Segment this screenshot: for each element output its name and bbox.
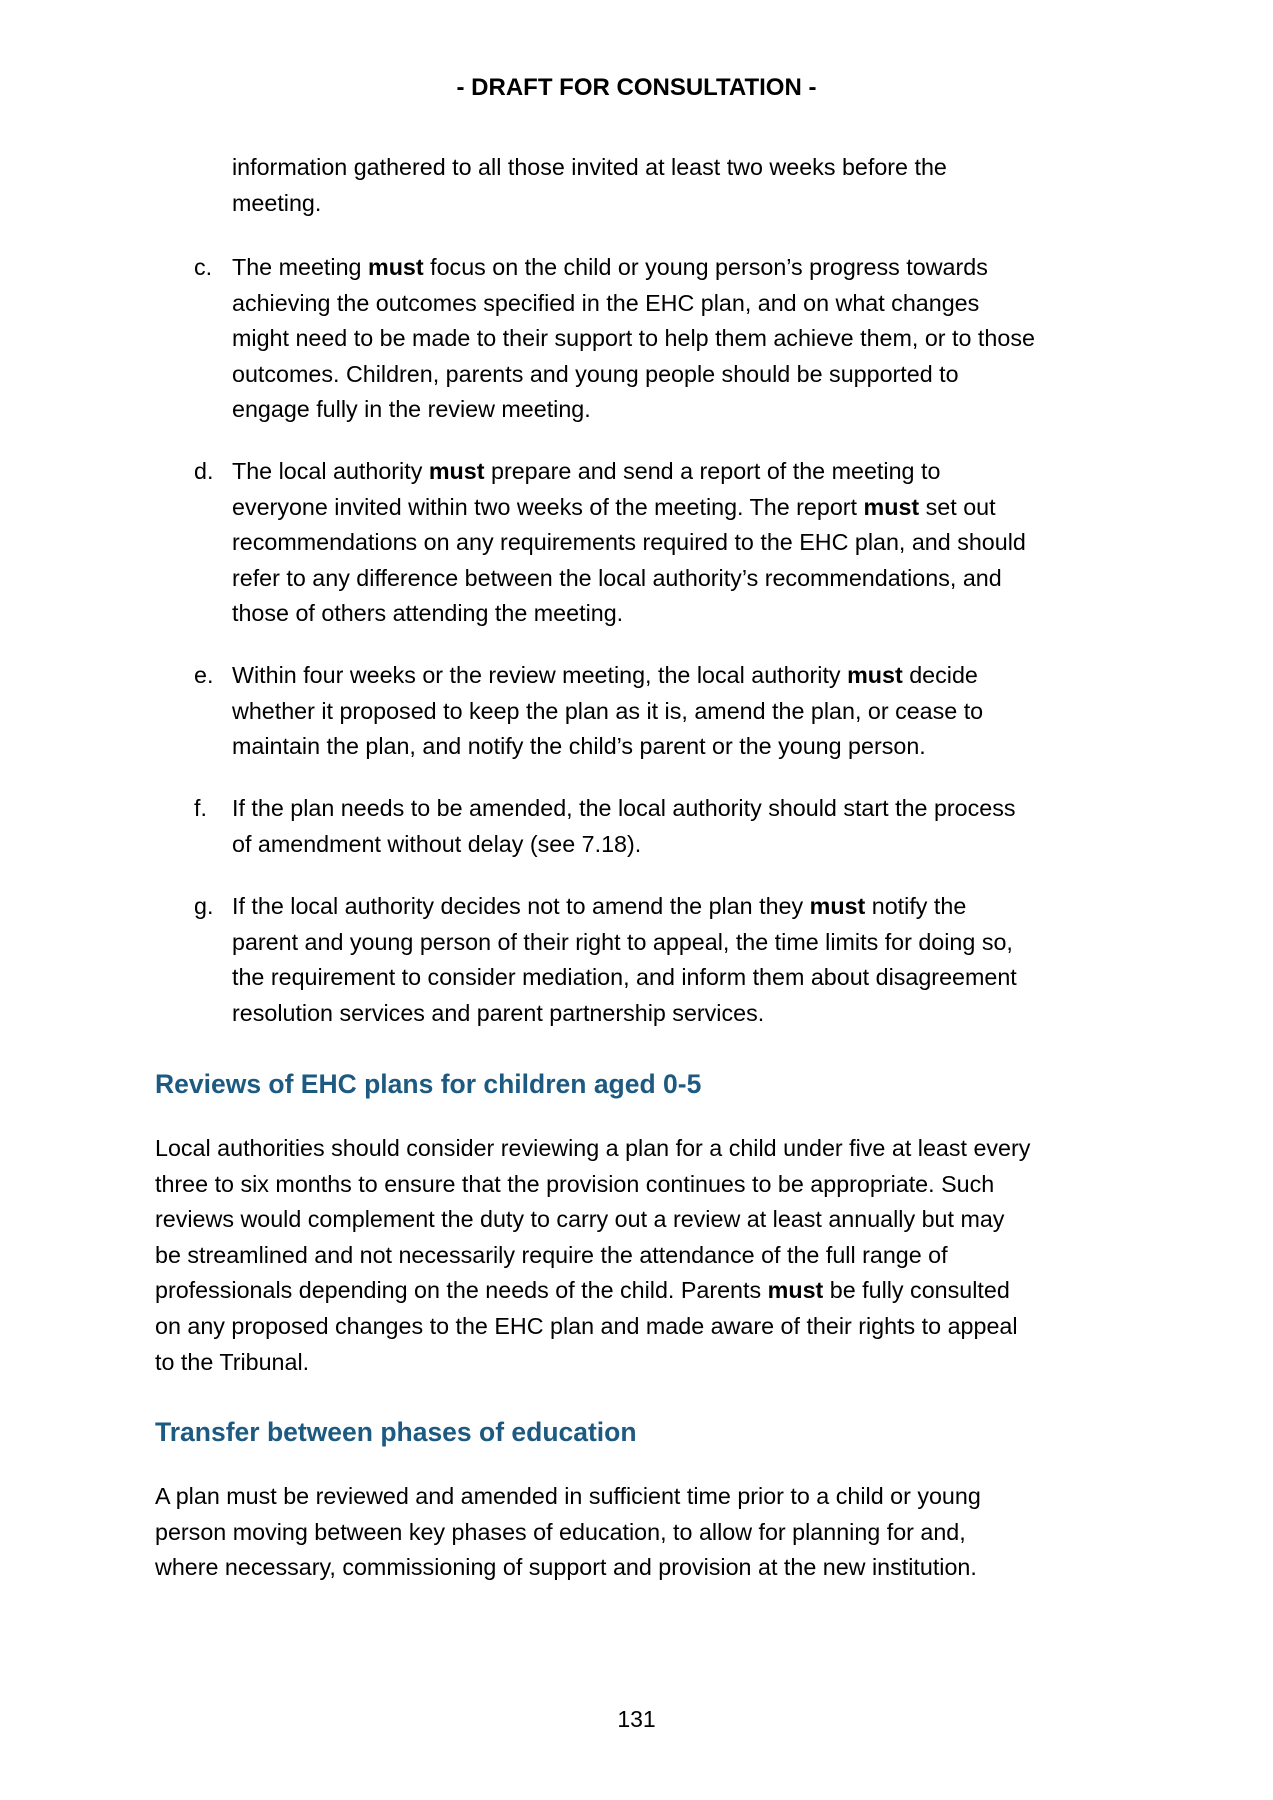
list-item-text [232,454,1154,632]
list-item-text [232,889,1154,1031]
list-marker: e. [194,662,214,688]
text-line: The meeting must focus on the child or young person’s progress towards [232,254,988,280]
text-line: the requirement to consider mediation, and inform them about disagreement [232,964,1017,991]
text-line: If the plan needs to be amended, the local authority should start the process [232,795,1016,821]
text-line: resolution services and parent partnership services. [232,999,765,1026]
text-line: those of others attending the meeting. [232,600,624,627]
emphasis-must: must [863,493,920,520]
reviews-paragraph [155,1131,1135,1380]
page-number: 131 [617,1706,656,1732]
text-line: A plan must be reviewed and amended in sufficient time prior to a child or young [155,1483,981,1509]
emphasis-must: must [809,893,866,919]
text-line: refer to any difference between the local authority’s recommendations, and [232,564,1002,591]
text-line: Within four weeks or the review meeting, the local authority must decide [232,662,978,688]
text-line: outcomes. Children, parents and young people should be supported to [232,360,959,387]
text-line: everyone invited within two weeks of the meeting. The report must set out [232,493,996,520]
text-line: maintain the plan, and notify the child’s parent or the young person. [232,733,926,760]
text-line: on any proposed changes to the EHC plan and made aware of their rights to appeal [155,1312,1018,1339]
section-heading-reviews: Reviews of EHC plans for children aged 0-5 [155,1069,702,1099]
text-line: reviews would complement the duty to carry out a review at least annually but may [155,1206,1005,1233]
continuation-paragraph [232,150,1132,221]
text-line: person moving between key phases of education, to allow for planning for and, [155,1518,966,1545]
list-item-c [194,250,1154,428]
text-line: might need to be made to their support to help them achieve them, or to those [232,325,1035,352]
emphasis-must: must [367,254,424,280]
list-item-f [194,791,1154,862]
list-marker: c. [194,254,213,280]
text-line: of amendment without delay (see 7.18). [232,830,642,857]
emphasis-must: must [767,1277,824,1304]
text-line: whether it proposed to keep the plan as it is, amend the plan, or cease to [232,697,984,724]
text-line: recommendations on any requirements required to the EHC plan, and should [232,529,1026,556]
transfer-paragraph [155,1479,1135,1586]
list-marker: f. [194,795,207,821]
text-line: where necessary, commissioning of support and provision at the new institution. [155,1554,977,1581]
emphasis-must: must [428,458,485,484]
list-item-d [194,454,1154,632]
list-item-text [232,250,1154,428]
list-item-text [232,791,1154,862]
list-item-g [194,889,1154,1031]
text-line: information gathered to all those invited at least two weeks before the [232,154,947,180]
text-line: engage fully in the review meeting. [232,396,591,423]
list-item-e [194,658,1154,765]
emphasis-must: must [847,662,903,688]
section-heading-transfer: Transfer between phases of education [155,1417,637,1447]
text-line: Local authorities should consider reviewing a plan for a child under five at least every [155,1135,1031,1161]
list-marker: g. [194,893,214,919]
text-line: be streamlined and not necessarily require the attendance of the full range of [155,1241,948,1268]
list-item-text [232,658,1154,765]
text-line: three to six months to ensure that the provision continues to be appropriate. Such [155,1170,995,1197]
text-line: parent and young person of their right to appeal, the time limits for doing so, [232,928,1013,955]
text-line: meeting. [232,189,322,216]
text-line: If the local authority decides not to amend the plan they must notify the [232,893,967,919]
text-line: The local authority must prepare and send a report of the meeting to [232,458,941,484]
draft-header: - DRAFT FOR CONSULTATION - [456,74,817,101]
text-line: professionals depending on the needs of the child. Parents must be fully consulted [155,1277,1010,1304]
text-line: to the Tribunal. [155,1348,310,1375]
text-line: achieving the outcomes specified in the EHC plan, and on what changes [232,289,980,316]
list-marker: d. [194,458,214,484]
